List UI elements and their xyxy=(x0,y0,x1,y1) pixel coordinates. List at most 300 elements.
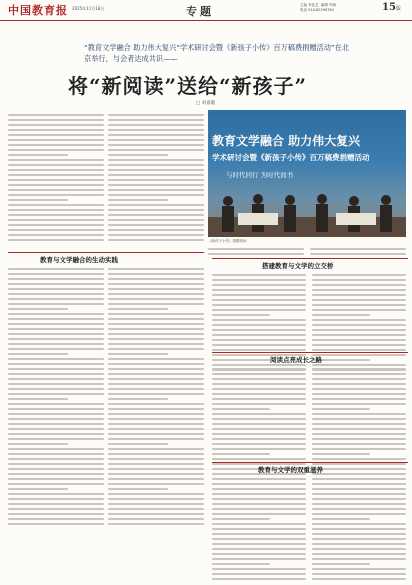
text-line xyxy=(8,333,104,335)
text-line xyxy=(8,278,104,280)
text-line xyxy=(108,358,204,360)
text-line xyxy=(212,488,306,490)
text-line xyxy=(312,473,406,475)
text-line xyxy=(8,358,104,360)
text-line xyxy=(312,383,406,385)
text-line xyxy=(8,234,104,236)
text-line xyxy=(212,558,306,560)
text-line xyxy=(312,523,406,525)
text-line xyxy=(8,129,104,131)
text-line xyxy=(108,134,204,136)
text-line xyxy=(312,314,370,316)
text-line xyxy=(312,368,406,370)
text-line xyxy=(8,428,104,430)
text-line xyxy=(212,373,306,375)
text-line xyxy=(8,523,104,525)
text-line xyxy=(108,298,204,300)
text-line xyxy=(8,498,104,500)
text-line xyxy=(8,229,104,231)
text-line xyxy=(312,528,406,530)
text-line xyxy=(312,418,406,420)
text-line xyxy=(108,239,204,241)
text-line xyxy=(108,159,204,161)
text-line xyxy=(212,518,270,520)
text-line xyxy=(8,398,68,400)
text-line xyxy=(108,273,204,275)
text-line xyxy=(8,308,68,310)
text-line xyxy=(8,423,104,425)
text-line xyxy=(8,293,104,295)
text-line xyxy=(8,393,104,395)
text-column-3 xyxy=(208,248,304,258)
text-line xyxy=(108,498,204,500)
text-line xyxy=(312,378,406,380)
text-line xyxy=(312,388,406,390)
text-line xyxy=(108,483,204,485)
text-line xyxy=(8,174,104,176)
text-line xyxy=(212,443,306,445)
text-line xyxy=(8,458,104,460)
text-line xyxy=(8,488,68,490)
text-line xyxy=(212,314,270,316)
text-line xyxy=(108,288,204,290)
text-line xyxy=(212,274,306,276)
text-line xyxy=(8,199,68,201)
text-line xyxy=(312,344,406,346)
text-line xyxy=(108,513,204,515)
text-line xyxy=(8,318,104,320)
text-line xyxy=(108,348,204,350)
text-line xyxy=(312,468,406,470)
text-line xyxy=(312,274,406,276)
text-line xyxy=(8,139,104,141)
text-line xyxy=(312,364,406,366)
text-line xyxy=(212,433,306,435)
text-line xyxy=(208,248,304,250)
text-line xyxy=(312,488,406,490)
text-line xyxy=(312,393,406,395)
text-line xyxy=(108,363,204,365)
text-line xyxy=(8,503,104,505)
section-heading-1: 教育与文学融合的生动实践 xyxy=(40,256,118,264)
text-line xyxy=(108,443,168,445)
text-column-2 xyxy=(108,114,204,244)
text-line xyxy=(8,473,104,475)
text-line xyxy=(108,174,204,176)
text-line xyxy=(212,408,270,410)
text-line xyxy=(8,338,104,340)
text-line xyxy=(312,533,406,535)
text-line xyxy=(212,513,306,515)
text-line xyxy=(108,458,204,460)
text-line xyxy=(8,189,104,191)
text-line xyxy=(8,418,104,420)
text-line xyxy=(108,368,204,370)
text-line xyxy=(312,413,406,415)
text-line xyxy=(108,428,204,430)
text-line xyxy=(212,364,306,366)
text-line xyxy=(8,493,104,495)
text-line xyxy=(108,219,204,221)
text-line xyxy=(212,378,306,380)
event-photo xyxy=(208,110,406,237)
text-line xyxy=(312,279,406,281)
text-line xyxy=(212,279,306,281)
section-rule-1 xyxy=(8,252,204,253)
text-line xyxy=(312,458,406,460)
text-column-10 xyxy=(312,368,406,488)
text-line xyxy=(8,224,104,226)
text-line xyxy=(212,543,306,545)
text-line xyxy=(212,538,306,540)
text-line xyxy=(8,388,104,390)
text-line xyxy=(312,438,406,440)
text-line xyxy=(8,219,104,221)
text-line xyxy=(312,543,406,545)
text-line xyxy=(8,368,104,370)
text-line xyxy=(212,548,306,550)
text-line xyxy=(212,349,306,351)
section-rule-3 xyxy=(212,352,408,353)
text-line xyxy=(108,204,204,206)
text-line xyxy=(212,508,306,510)
text-line xyxy=(108,229,204,231)
text-line xyxy=(8,438,104,440)
text-column-6 xyxy=(108,268,204,528)
text-line xyxy=(312,448,406,450)
text-line xyxy=(212,339,306,341)
text-line xyxy=(108,423,204,425)
text-line xyxy=(212,493,306,495)
text-line xyxy=(8,353,68,355)
text-line xyxy=(108,338,204,340)
text-line xyxy=(212,478,306,480)
text-line xyxy=(108,318,204,320)
text-line xyxy=(8,283,104,285)
text-line xyxy=(8,209,104,211)
text-line xyxy=(212,334,306,336)
text-line xyxy=(312,339,406,341)
text-line xyxy=(312,433,406,435)
text-line xyxy=(108,343,204,345)
text-line xyxy=(212,344,306,346)
text-line xyxy=(108,303,204,305)
text-line xyxy=(108,478,204,480)
text-line xyxy=(108,408,204,410)
text-line xyxy=(8,204,104,206)
text-line xyxy=(8,463,104,465)
text-line xyxy=(310,253,406,255)
text-line xyxy=(108,378,204,380)
text-line xyxy=(312,548,406,550)
text-line xyxy=(212,284,306,286)
text-line xyxy=(212,403,306,405)
text-line xyxy=(212,383,306,385)
text-line xyxy=(108,433,204,435)
text-line xyxy=(310,248,406,250)
text-line xyxy=(108,199,168,201)
section-rule-4 xyxy=(212,462,408,463)
text-line xyxy=(108,503,204,505)
text-line xyxy=(108,493,204,495)
text-line xyxy=(212,563,270,565)
text-line xyxy=(8,508,104,510)
text-line xyxy=(212,289,306,291)
text-line xyxy=(108,139,204,141)
text-line xyxy=(8,453,104,455)
text-line xyxy=(312,558,406,560)
text-line xyxy=(8,433,104,435)
text-line xyxy=(8,373,104,375)
text-line xyxy=(312,443,406,445)
text-line xyxy=(312,304,406,306)
section-title: 专题 xyxy=(186,5,214,18)
text-line xyxy=(8,448,104,450)
text-line xyxy=(312,538,406,540)
text-line xyxy=(108,129,204,131)
text-line xyxy=(108,224,204,226)
text-line xyxy=(212,368,306,370)
issue-date: 2025年11月18日 xyxy=(72,6,105,11)
text-line xyxy=(8,518,104,520)
text-line xyxy=(108,323,204,325)
text-line xyxy=(108,438,204,440)
text-line xyxy=(212,498,306,500)
text-line xyxy=(312,354,406,356)
text-line xyxy=(108,473,204,475)
article-headline: 将“新阅读”送给“新孩子” xyxy=(68,74,308,98)
text-line xyxy=(108,453,204,455)
text-line xyxy=(108,189,204,191)
text-line xyxy=(108,518,204,520)
text-line xyxy=(108,283,204,285)
text-line xyxy=(312,453,370,455)
text-line xyxy=(108,293,204,295)
photo-banner-subtitle: 学术研讨会暨《新孩子小传》百万稿费捐赠活动 xyxy=(212,153,370,162)
text-line xyxy=(312,513,406,515)
text-line xyxy=(312,578,406,580)
text-line xyxy=(108,523,204,525)
text-line xyxy=(108,164,204,166)
text-line xyxy=(212,299,306,301)
text-line xyxy=(212,398,306,400)
text-line xyxy=(312,334,406,336)
text-line xyxy=(312,498,406,500)
text-line xyxy=(212,528,306,530)
text-line xyxy=(212,309,306,311)
text-line xyxy=(212,523,306,525)
text-line xyxy=(312,324,406,326)
text-column-8 xyxy=(312,274,406,374)
photo-banner-title: 教育文学融合 助力伟大复兴 xyxy=(212,134,361,148)
text-line xyxy=(212,359,270,361)
people-illustration xyxy=(208,187,406,237)
text-line xyxy=(8,154,68,156)
text-line xyxy=(8,313,104,315)
text-line xyxy=(212,458,306,460)
text-line xyxy=(212,304,306,306)
text-line xyxy=(8,179,104,181)
text-line xyxy=(212,568,306,570)
text-line xyxy=(312,518,370,520)
text-line xyxy=(212,578,306,580)
text-line xyxy=(108,149,204,151)
text-line xyxy=(108,313,204,315)
text-column-5 xyxy=(8,268,104,528)
text-line xyxy=(108,154,168,156)
text-line xyxy=(108,124,204,126)
text-line xyxy=(8,288,104,290)
text-line xyxy=(108,214,204,216)
text-line xyxy=(312,408,370,410)
text-line xyxy=(108,184,204,186)
text-line xyxy=(312,403,406,405)
text-line xyxy=(8,408,104,410)
masthead xyxy=(0,0,412,21)
text-line xyxy=(212,324,306,326)
article-byline: □ 刘嘉璇 xyxy=(196,101,216,106)
text-line xyxy=(312,553,406,555)
section-heading-3: 阅读点亮成长之路 xyxy=(270,356,322,364)
text-line xyxy=(8,144,104,146)
text-line xyxy=(108,418,204,420)
text-line xyxy=(108,144,204,146)
text-line xyxy=(212,483,306,485)
text-line xyxy=(108,278,204,280)
text-line xyxy=(312,289,406,291)
text-line xyxy=(212,413,306,415)
article-intro: “教育文学融合 助力伟大复兴”学术研讨会暨《新孩子小传》百万稿费捐赠活动”在北京举行，与会者达成共识—— xyxy=(84,43,350,63)
text-line xyxy=(212,393,306,395)
text-line xyxy=(212,423,306,425)
text-line xyxy=(312,573,406,575)
text-line xyxy=(108,398,168,400)
text-line xyxy=(212,573,306,575)
text-line xyxy=(108,119,204,121)
section-heading-4: 教育与文学的双重滋养 xyxy=(258,466,323,474)
text-column-1 xyxy=(8,114,104,244)
text-column-4 xyxy=(310,248,406,258)
text-line xyxy=(312,463,406,465)
text-line xyxy=(8,134,104,136)
text-line xyxy=(312,319,406,321)
editor-info: 主编 李兆艺 编辑 毕晓 电话 010-82296784 xyxy=(300,3,336,12)
page-number: 15版 xyxy=(382,2,401,13)
text-line xyxy=(8,328,104,330)
text-line xyxy=(312,373,406,375)
text-line xyxy=(212,319,306,321)
text-line xyxy=(212,438,306,440)
text-column-12 xyxy=(312,478,406,583)
text-line xyxy=(8,298,104,300)
text-line xyxy=(108,393,204,395)
text-line xyxy=(8,159,104,161)
text-line xyxy=(8,478,104,480)
text-line xyxy=(108,463,204,465)
text-line xyxy=(8,363,104,365)
text-line xyxy=(8,378,104,380)
text-line xyxy=(8,119,104,121)
text-line xyxy=(8,268,104,270)
text-line xyxy=(212,294,306,296)
text-line xyxy=(8,194,104,196)
text-line xyxy=(212,388,306,390)
text-line xyxy=(212,329,306,331)
text-line xyxy=(312,483,406,485)
text-line xyxy=(108,328,204,330)
text-line xyxy=(212,428,306,430)
text-line xyxy=(312,493,406,495)
text-line xyxy=(8,184,104,186)
text-line xyxy=(312,349,406,351)
text-line xyxy=(312,423,406,425)
text-line xyxy=(8,348,104,350)
text-line xyxy=(108,353,168,355)
text-line xyxy=(108,448,204,450)
text-line xyxy=(108,488,168,490)
text-line xyxy=(108,388,204,390)
text-line xyxy=(312,309,406,311)
text-line xyxy=(8,468,104,470)
section-rule-2 xyxy=(212,258,408,259)
text-line xyxy=(8,164,104,166)
text-line xyxy=(108,308,168,310)
photo-caption: 《新孩子小传》捐赠现场 xyxy=(208,239,247,243)
text-line xyxy=(108,383,204,385)
text-line xyxy=(312,478,406,480)
text-line xyxy=(312,398,406,400)
text-line xyxy=(312,503,406,505)
text-line xyxy=(8,303,104,305)
text-line xyxy=(108,333,204,335)
text-line xyxy=(8,413,104,415)
text-column-11 xyxy=(212,478,306,583)
text-line xyxy=(108,209,204,211)
photo-banner-slogan: 与时代同行 为时代而书 xyxy=(226,171,294,179)
text-line xyxy=(312,563,370,565)
text-line xyxy=(212,533,306,535)
text-line xyxy=(8,239,104,241)
text-line xyxy=(108,373,204,375)
text-line xyxy=(8,443,68,445)
text-line xyxy=(8,169,104,171)
text-line xyxy=(212,448,306,450)
text-line xyxy=(312,299,406,301)
section-heading-2: 搭建教育与文学的立交桥 xyxy=(262,262,334,270)
text-line xyxy=(108,468,204,470)
text-line xyxy=(8,483,104,485)
text-line xyxy=(8,273,104,275)
text-line xyxy=(312,428,406,430)
text-line xyxy=(8,323,104,325)
text-line xyxy=(8,343,104,345)
text-line xyxy=(212,418,306,420)
text-line xyxy=(108,508,204,510)
text-line xyxy=(108,169,204,171)
text-line xyxy=(312,508,406,510)
text-line xyxy=(212,453,270,455)
text-line xyxy=(208,253,304,255)
text-line xyxy=(108,403,204,405)
text-line xyxy=(108,234,204,236)
text-line xyxy=(108,268,204,270)
text-line xyxy=(108,179,204,181)
text-line xyxy=(108,114,204,116)
text-line xyxy=(212,553,306,555)
text-line xyxy=(108,413,204,415)
text-line xyxy=(8,124,104,126)
text-line xyxy=(8,403,104,405)
